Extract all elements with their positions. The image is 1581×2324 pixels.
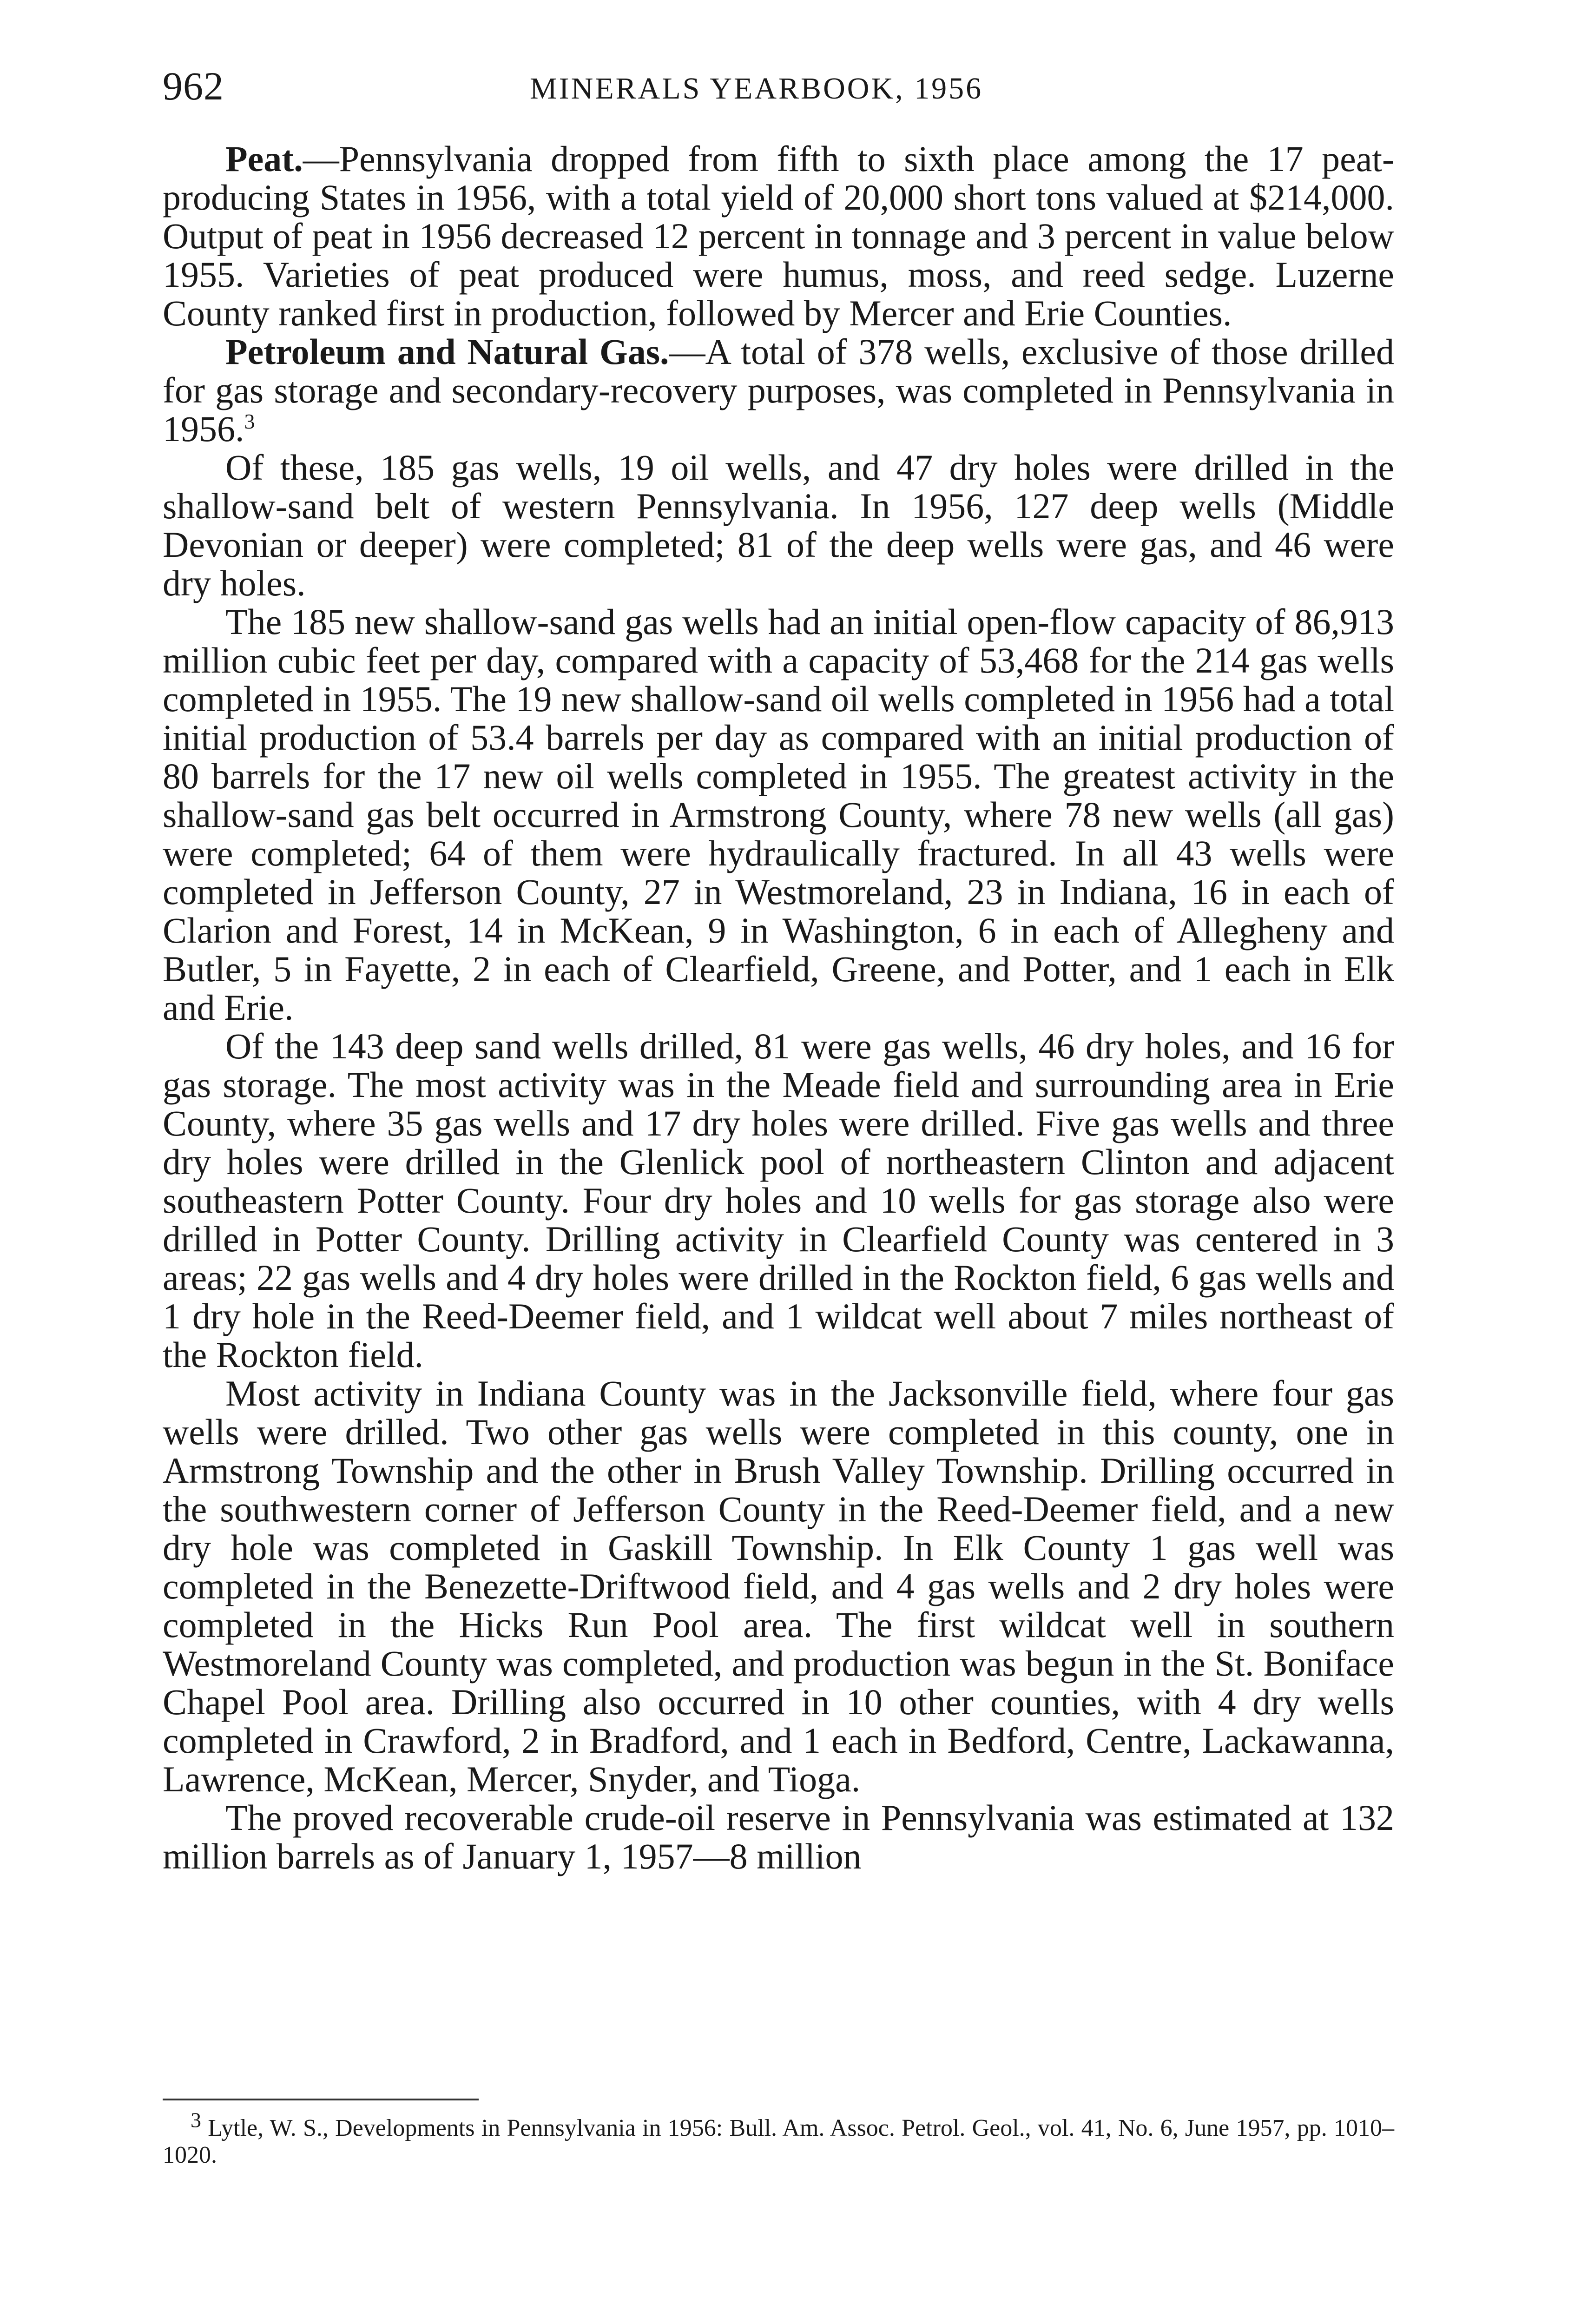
paragraph-text: Of these, 185 gas wells, 19 oil wells, and 47 dry holes were drilled in the shallow-sand belt of western Pennsylvania. In 1956, 127 deep wells (Middle Devonian or deeper) were completed; 81 of the deep wells were gas, and 46 were dry holes.	[163, 447, 1394, 603]
footnote	[163, 2108, 1395, 2169]
running-head: MINERALS YEARBOOK, 1956	[530, 72, 983, 106]
paragraph-crude-oil-reserve	[163, 1798, 1394, 1875]
section-heading-petroleum: Petroleum and Natural Gas.	[225, 331, 669, 372]
paragraph-shallow-sand-details	[163, 602, 1394, 1027]
footnote-marker: 3	[191, 2108, 201, 2132]
paragraph-deep-sand-wells	[163, 1027, 1394, 1374]
page-number: 962	[163, 64, 224, 108]
body-text	[163, 139, 1394, 1875]
paragraph-text: Of the 143 deep sand wells drilled, 81 were gas wells, 46 dry holes, and 16 for gas storage. The most activity was in the Meade field and surrounding area in Erie County, where 35 gas wells and 17 dry holes were drilled. Five gas wells and three dry holes were drilled in the Glenlick pool of northeastern Clinton and adjacent southeastern Potter County. Four dry holes and 10 wells for gas storage also were drilled in Potter County. Drilling activity in Clearfield County was centered in 3 areas; 22 gas wells and 4 dry holes were drilled in the Rockton field, 6 gas wells and 1 dry hole in the Reed-Deemer field, and 1 wildcat well about 7 miles northeast of the Rockton field.	[163, 1026, 1394, 1375]
paragraph-text: The proved recoverable crude-oil reserve in Pennsylvania was estimated at 132 million barrels as of January 1, 1957—8 million	[163, 1797, 1394, 1876]
footnote-text: Lytle, W. S., Developments in Pennsylvania in 1956: Bull. Am. Assoc. Petrol. Geol., vol. 41, No. 6, June 1957, pp. 1010–1020.	[163, 2115, 1395, 2168]
paragraph-petroleum	[163, 332, 1394, 448]
page-header	[163, 63, 1394, 119]
paragraph-text: —A total of 378 wells, exclusive of those drilled for gas storage and secondary-recovery purposes, was completed in Pennsylvania in 1956.	[163, 331, 1394, 449]
footnote-divider	[163, 2099, 479, 2100]
section-heading-peat: Peat.	[225, 139, 303, 179]
paragraph-indiana-county	[163, 1374, 1394, 1798]
paragraph-shallow-sand-summary	[163, 448, 1394, 602]
paragraph-text: Most activity in Indiana County was in the Jacksonville field, where four gas wells were drilled. Two other gas wells were completed in this county, one in Armstrong Township and the other in Brush Valley Township. Drilling occurred in the southwestern corner of Jefferson County in the Reed-Deemer field, and a new dry hole was completed in Gaskill Township. In Elk County 1 gas well was completed in the Benezette-Driftwood field, and 4 gas wells and 2 dry holes were completed in the Hicks Run Pool area. The first wildcat well in southern Westmoreland County was completed, and production was begun in the St. Boniface Chapel Pool area. Drilling also occurred in 10 other counties, with 4 dry wells completed in Crawford, 2 in Bradford, and 1 each in Bedford, Centre, Lackawanna, Lawrence, McKean, Mercer, Snyder, and Tioga.	[163, 1373, 1394, 1799]
paragraph-text: The 185 new shallow-sand gas wells had an initial open-flow capacity of 86,913 million cubic feet per day, compared with a capacity of 53,468 for the 214 gas wells completed in 1955. The 19 new shallow-sand oil wells completed in 1956 had a total initial production of 53.4 barrels per day as compared with an initial production of 80 barrels for the 17 new oil wells completed in 1955. The greatest activity in the shallow-sand gas belt occurred in Armstrong County, where 78 new wells (all gas) were completed; 64 of them were hydraulically fractured. In all 43 wells were completed in Jefferson County, 27 in Westmoreland, 23 in Indiana, 16 in each of Clarion and Forest, 14 in McKean, 9 in Washington, 6 in each of Allegheny and Butler, 5 in Fayette, 2 in each of Clearfield, Greene, and Potter, and 1 each in Elk and Erie.	[163, 601, 1394, 1028]
paragraph-peat	[163, 139, 1394, 332]
paragraph-text: —Pennsylvania dropped from fifth to sixth place among the 17 peat-producing States in 1956, with a total yield of 20,000 short tons valued at $214,000. Output of peat in 1956 decreased 12 percent in tonnage and 3 percent in value below 1955. Varieties of peat produced were humus, moss, and reed sedge. Luzerne County ranked first in production, followed by Mercer and Erie Counties.	[163, 139, 1394, 333]
footnote-reference: 3	[244, 409, 255, 433]
